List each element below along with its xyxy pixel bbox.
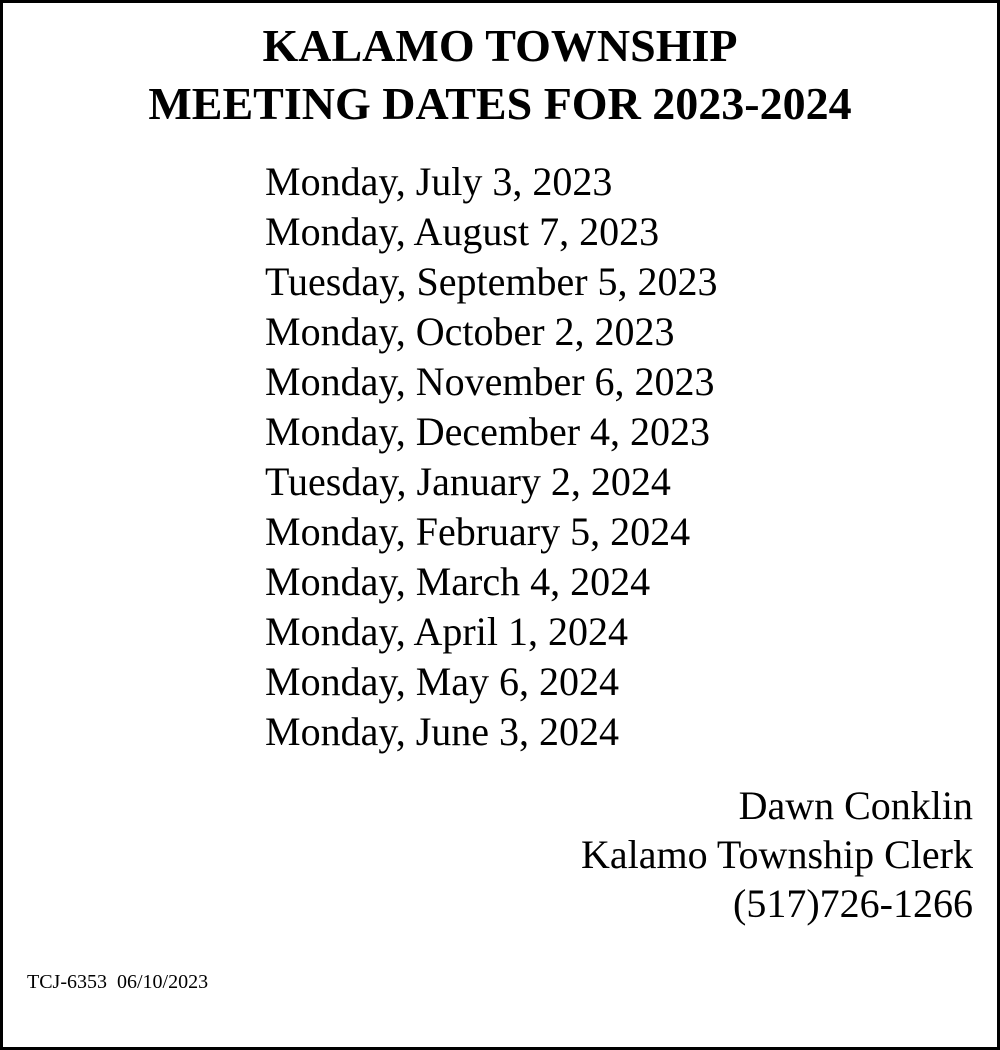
- meeting-date: Monday, May 6, 2024: [265, 659, 620, 704]
- page-title: [3, 17, 997, 133]
- meeting-date: Tuesday, September 5, 2023: [265, 259, 718, 304]
- signature-block: [581, 781, 973, 928]
- meeting-date: Tuesday, January 2, 2024: [265, 459, 671, 504]
- meeting-date: Monday, June 3, 2024: [265, 709, 620, 754]
- clerk-title: Kalamo Township Clerk: [581, 832, 973, 877]
- publication-code: TCJ-6353 06/10/2023: [27, 971, 209, 993]
- meeting-date: Monday, December 4, 2023: [265, 409, 711, 454]
- title-line-2: MEETING DATES FOR 2023-2024: [148, 78, 852, 129]
- meeting-date: Monday, April 1, 2024: [265, 609, 628, 654]
- title-line-1: KALAMO TOWNSHIP: [262, 20, 738, 71]
- meeting-date: Monday, February 5, 2024: [265, 509, 691, 554]
- meeting-date: Monday, November 6, 2023: [265, 359, 715, 404]
- clerk-name: Dawn Conklin: [738, 783, 973, 828]
- meeting-date: Monday, October 2, 2023: [265, 309, 675, 354]
- meeting-date: Monday, March 4, 2024: [265, 559, 651, 604]
- clerk-phone: (517)726-1266: [733, 881, 973, 926]
- meeting-date: Monday, July 3, 2023: [265, 159, 613, 204]
- meeting-date-list: [265, 157, 718, 757]
- meeting-date: Monday, August 7, 2023: [265, 209, 660, 254]
